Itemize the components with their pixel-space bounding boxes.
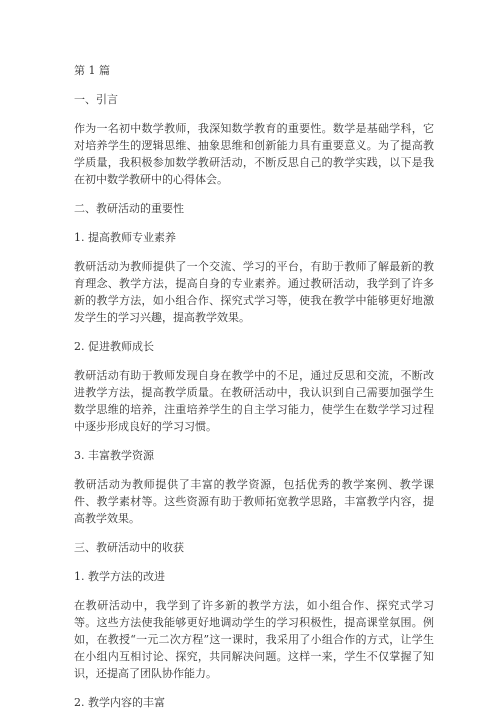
item2-heading: 2. 促进教师成长 (74, 340, 154, 353)
gain1-heading: 1. 教学方法的改进 (74, 570, 165, 583)
item2-paragraph: 教研活动有助于教师发现自身在教学中的不足，通过反思和交流，不断改进教学方法，提高教学质量。在教研活动中，我认识到自己需要加强学生数学思维的培养，注重培养学生的自主学习能力，使学生在数学学习过程中逐步形成良好的学习习惯。 (74, 369, 434, 433)
item3-paragraph: 教研活动为教师提供了丰富的教学资源，包括优秀的教学案例、教学课件、教学素材等。这些资源有助于教师拓宽教学思路，丰富教学内容，提高教学效果。 (74, 478, 434, 525)
part-label: 第 1 篇 (74, 64, 110, 77)
intro-paragraph: 作为一名初中数学教师，我深知数学教育的重要性。数学是基础学科，它对培养学生的逻辑思维、抽象思维和创新能力具有重要意义。为了提高教学质量，我积极参加数学教研活动，不断反思自己的教学实践，以下是我在初中数学教研中的心得体会。 (74, 122, 434, 186)
document-page (74, 62, 434, 711)
importance-heading: 二、教研活动的重要性 (74, 202, 184, 215)
item1-paragraph: 教研活动为教师提供了一个交流、学习的平台，有助于教师了解最新的教育理念、教学方法，提高自身的专业素养。通过教研活动，我学到了许多新的教学方法，如小组合作、探究式学习等，使我在教学中能够更好地激发学生的学习兴趣，提高教学效果。 (74, 260, 434, 324)
gains-heading: 三、教研活动中的收获 (74, 541, 184, 554)
gain2-heading: 2. 教学内容的丰富 (74, 696, 165, 709)
gain1-paragraph: 在教研活动中，我学到了许多新的教学方法，如小组合作、探究式学习等。这些方法使我能够更好地调动学生的学习积极性，提高课堂氛围。例如，在教授“一元二次方程”这一课时，我采用了小组合作的方式，让学生在小组内互相讨论、探究，共同解决问题。这样一来，学生不仅掌握了知识，还提高了团队协作能力。 (74, 599, 434, 680)
intro-heading: 一、引言 (74, 93, 118, 106)
item3-heading: 3. 丰富教学资源 (74, 449, 154, 462)
item1-heading: 1. 提高教师专业素养 (74, 231, 176, 244)
